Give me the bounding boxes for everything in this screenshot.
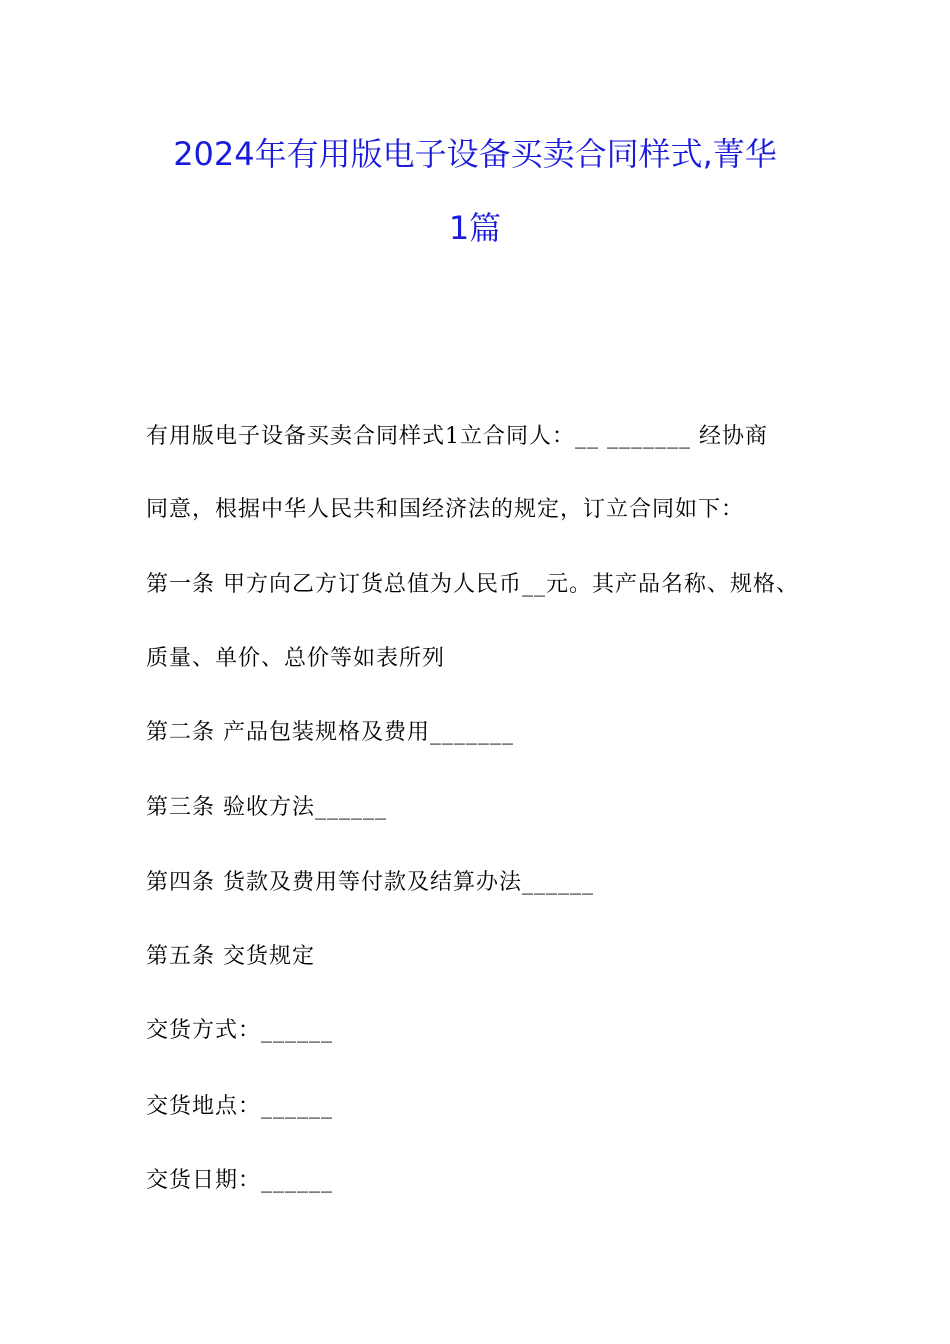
paragraph-delivery-place: 交货地点：______ <box>146 1094 334 1119</box>
paragraph-delivery-date: 交货日期：______ <box>146 1168 334 1193</box>
paragraph-delivery-method: 交货方式：______ <box>146 1018 334 1043</box>
paragraph-intro: 有用版电子设备买卖合同样式1立合同人：__ _______ 经协商 <box>146 424 768 449</box>
paragraph-article-2: 第二条 产品包装规格及费用_______ <box>146 720 514 745</box>
document-title-line-1: 2024年有用版电子设备买卖合同样式,菁华 <box>173 135 777 173</box>
document-title-line-2: 1篇 <box>448 209 502 247</box>
paragraph-article-1-continued: 质量、单价、总价等如表所列 <box>146 646 446 671</box>
paragraph-article-3: 第三条 验收方法______ <box>146 795 387 820</box>
paragraph-article-5: 第五条 交货规定 <box>146 944 315 969</box>
paragraph-intro-continued: 同意，根据中华人民共和国经济法的规定，订立合同如下： <box>146 497 745 522</box>
paragraph-article-4: 第四条 货款及费用等付款及结算办法______ <box>146 870 594 895</box>
paragraph-article-1: 第一条 甲方向乙方订货总值为人民币__元。其产品名称、规格、 <box>146 572 799 597</box>
